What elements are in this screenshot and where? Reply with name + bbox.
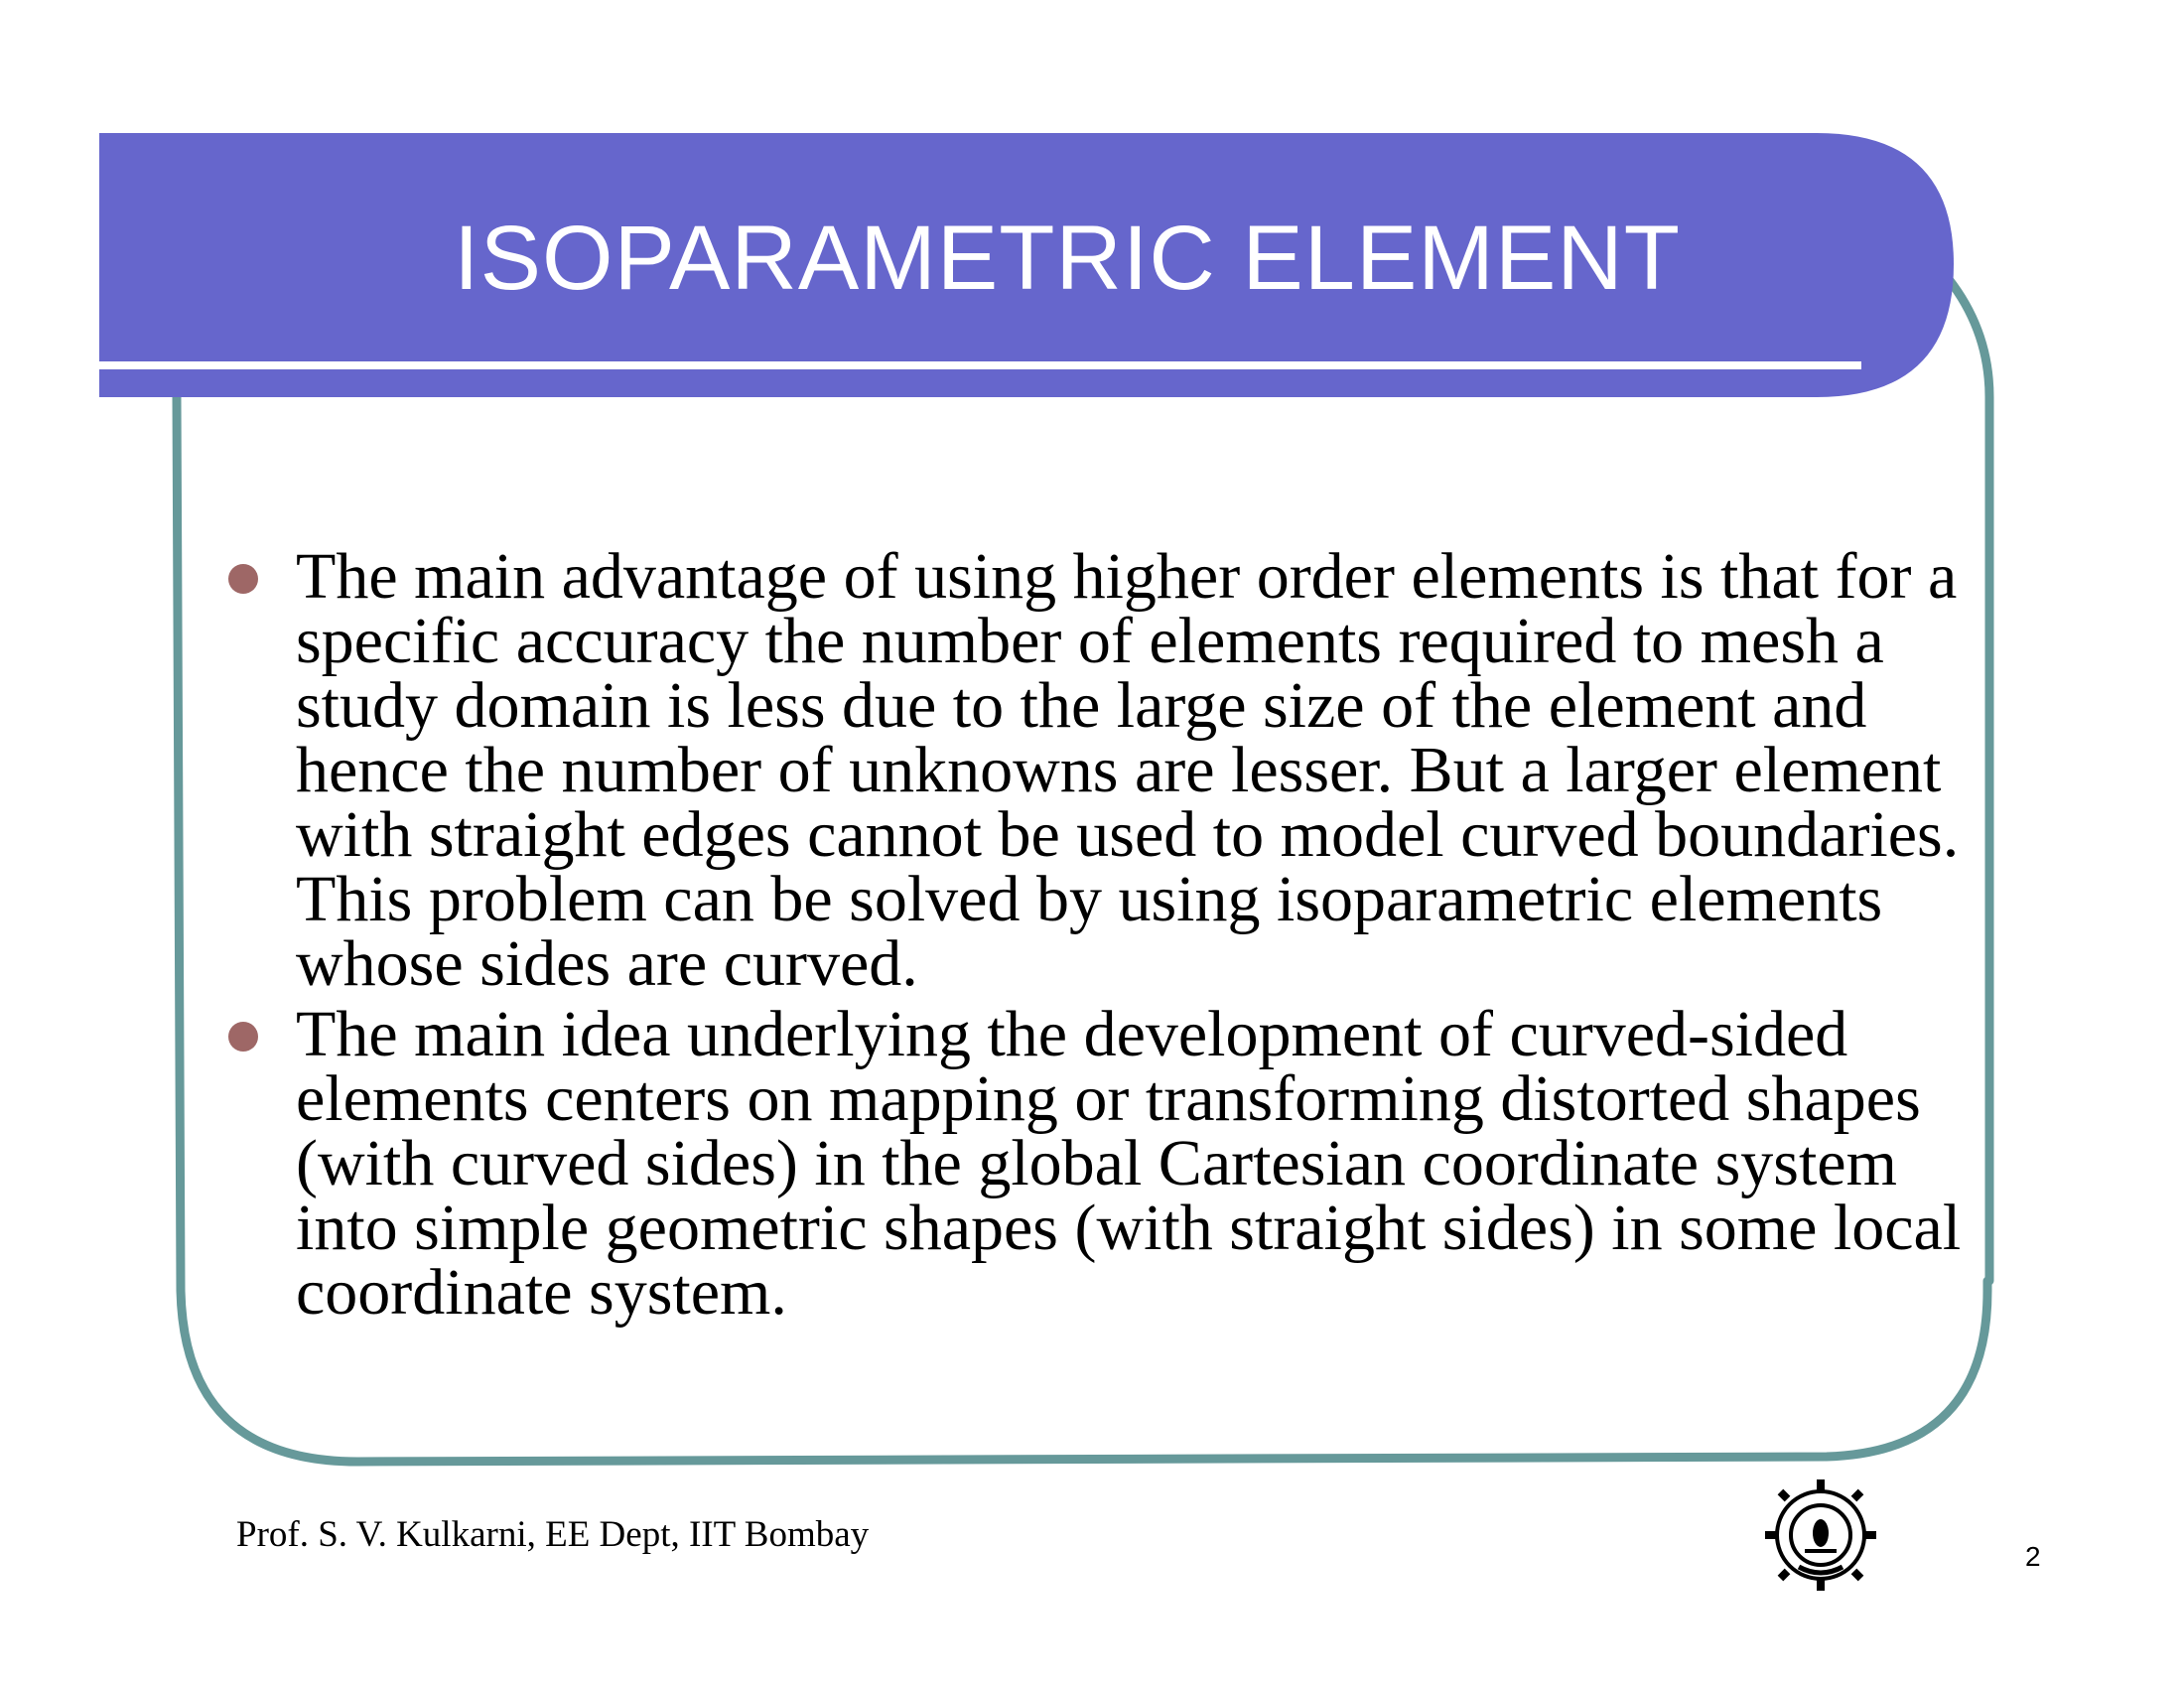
bullet-list bbox=[218, 540, 2015, 1331]
page-number: 2 bbox=[2025, 1541, 2041, 1572]
bullet-item bbox=[218, 540, 2015, 1000]
slide-title: ISOPARAMETRIC ELEMENT bbox=[454, 207, 1681, 309]
iit-bombay-logo-icon bbox=[1761, 1476, 1880, 1595]
title-underline bbox=[99, 361, 1861, 369]
bullet-text: The main idea underlying the development of curved-sided elements centers on mapping or transforming distorted shapes (with curved sides) in the global Cartesian coordinate system into simple geometric shapes (with straight sides) in some local coordinate system. bbox=[296, 998, 1962, 1329]
bullet-item bbox=[218, 998, 2015, 1329]
footer-author: Prof. S. V. Kulkarni, EE Dept, IIT Bombay bbox=[236, 1514, 870, 1555]
bullet-dot-icon bbox=[228, 1022, 258, 1052]
bullet-text: The main advantage of using higher order elements is that for a specific accuracy the number of elements required to mesh a study domain is less due to the large size of the element and hence the number of unknowns are lesser. But a larger element with straight edges cannot be used to model curved boundaries. This problem can be solved by using isoparametric elements whose sides are curved. bbox=[296, 540, 1960, 1000]
bullet-dot-icon bbox=[228, 564, 258, 594]
